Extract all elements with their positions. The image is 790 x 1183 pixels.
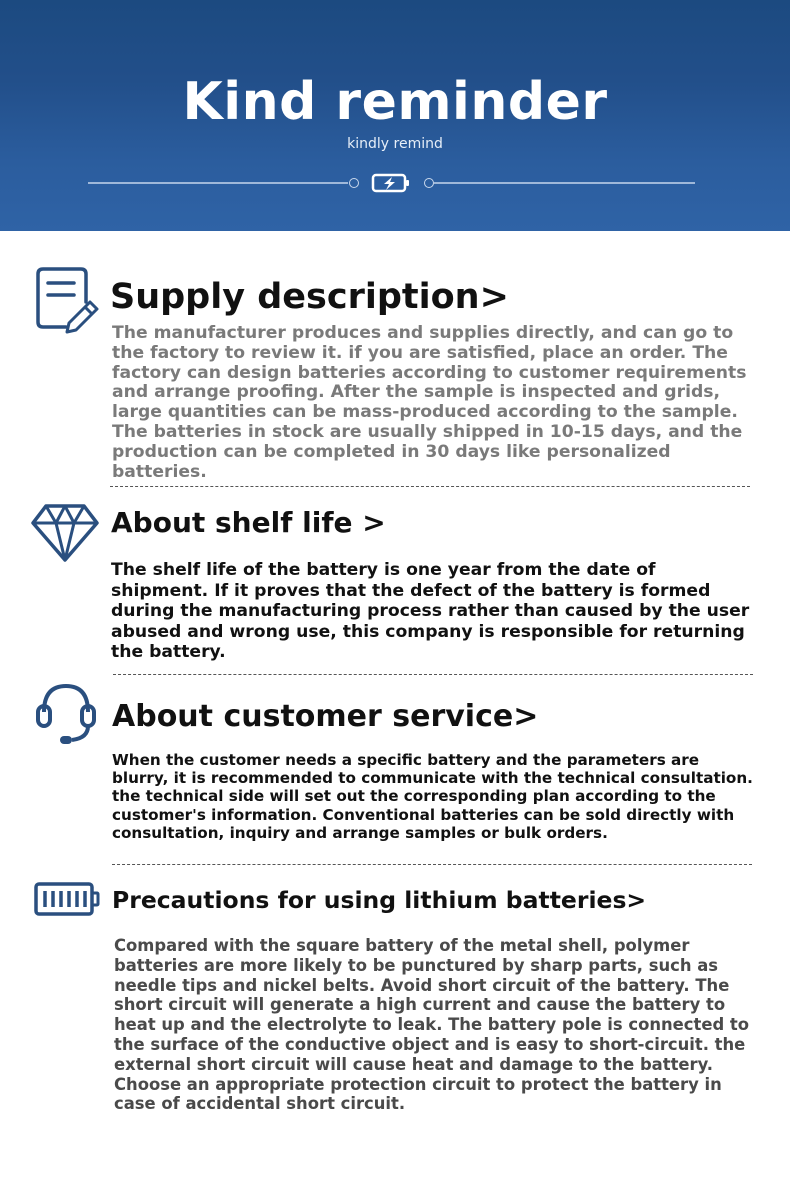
notepad-pencil-icon — [34, 266, 100, 336]
diamond-icon — [30, 503, 100, 563]
banner-title: Kind reminder — [182, 72, 608, 132]
section-divider — [113, 674, 753, 675]
section-text-customer-service: When the customer needs a specific battery and the parameters are blurry, it is recommended to communicate with the technical consultation. the technical side will set out the corresponding plan according to the customer's information. Conventional batteries can be sold directly with consultation, inquiry and arrange samples or bulk orders. — [112, 751, 753, 842]
section-title-supply: Supply description> — [110, 277, 509, 317]
section-text-shelf-life: The shelf life of the battery is one year from the date of shipment. If it proves that the defect of the battery is formed during the manufacturing process rather than caused by the user abused and wrong use, this company is responsible for returning the battery. — [111, 560, 750, 662]
section-text-supply: The manufacturer produces and supplies directly, and can go to the factory to review it. if you are satisfied, place an order. The factory can design batteries according to customer requirements and arrange proofing. After the sample is inspected and grids, large quantities can be mass-produced according to the sample. The batteries in stock are usually shipped in 10-15 days, and the production can be completed in 30 days like personalized batteries. — [112, 323, 747, 482]
section-text-precautions: Compared with the square battery of the metal shell, polymer batteries are more likely to be punctured by sharp parts, such as needle tips and nickel belts. Avoid short circuit of the battery. The short circuit will generate a high current and cause the battery to heat up and the electrolyte to leak. The battery pole is connected to the surface of the conductive object and is easy to short-circuit. the external short circuit will cause heat and damage to the battery. Choose an appropriate protection circuit to protect the battery in case of accidental short circuit. — [114, 936, 750, 1114]
section-title-shelf-life: About shelf life > — [111, 506, 386, 539]
banner-dot-left — [349, 178, 359, 188]
banner-dot-right — [424, 178, 434, 188]
battery-charging-icon — [371, 171, 411, 195]
battery-icon — [34, 882, 100, 916]
banner-divider-left — [88, 182, 348, 184]
section-divider — [112, 864, 752, 865]
section-title-precautions: Precautions for using lithium batteries> — [112, 886, 647, 914]
section-divider — [110, 486, 750, 487]
headset-icon — [34, 680, 98, 748]
section-title-customer-service: About customer service> — [112, 699, 539, 734]
header-banner — [0, 0, 790, 231]
banner-divider-right — [434, 182, 695, 184]
banner-subtitle: kindly remind — [347, 136, 443, 152]
